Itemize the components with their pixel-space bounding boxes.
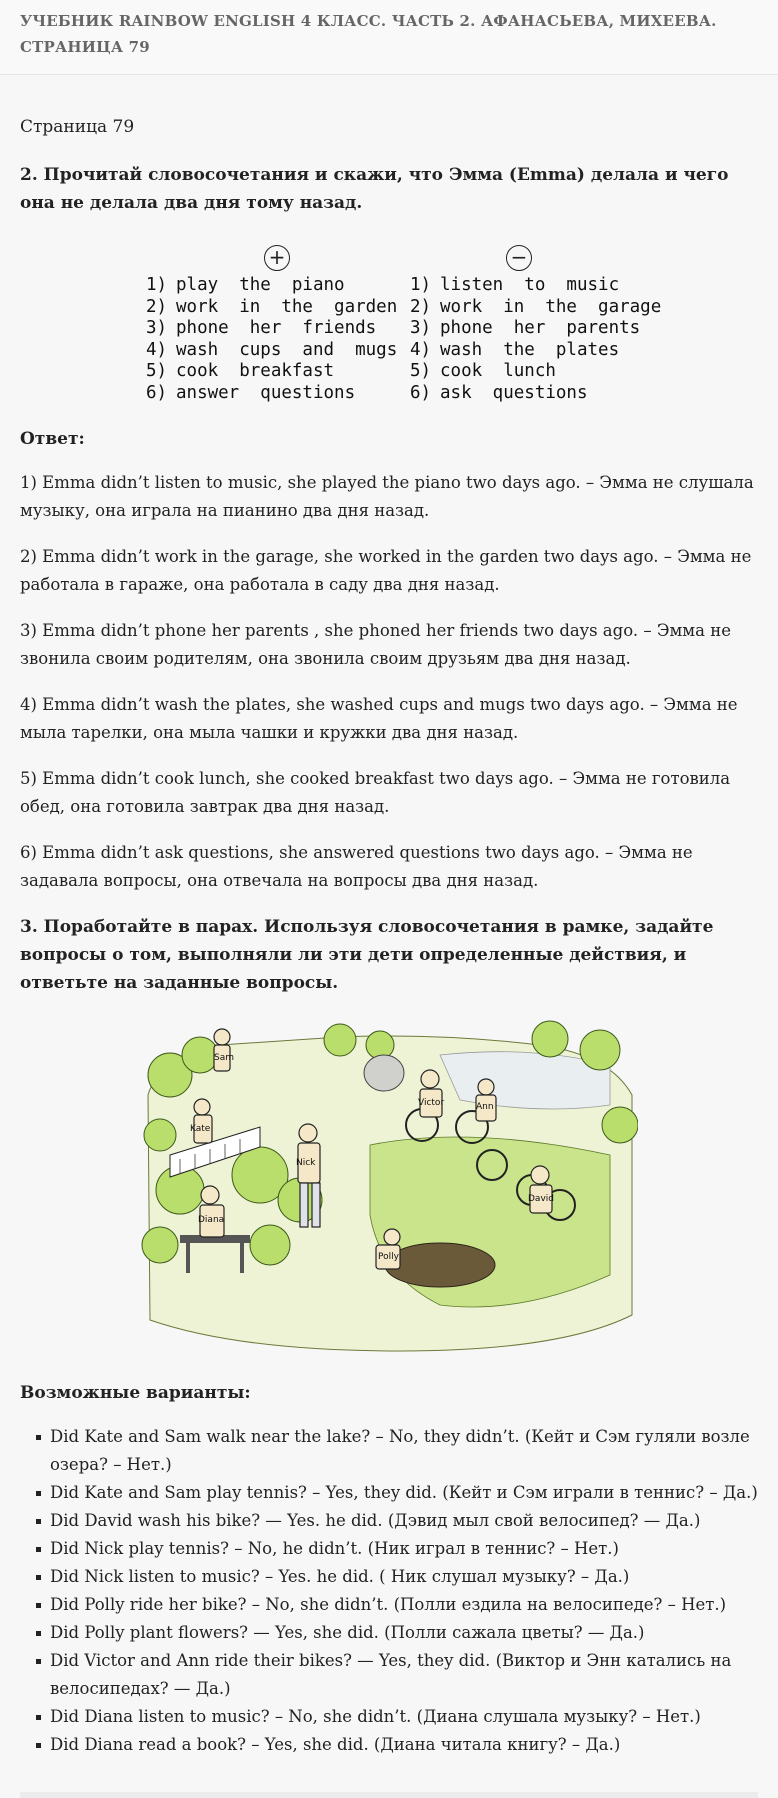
list-item: Did Nick play tennis? – No, he didn’t. (Ник играл в теннис? – Нет.) — [50, 1535, 758, 1563]
variants-list — [20, 1423, 758, 1759]
list-item: Did Kate and Sam play tennis? – Yes, they did. (Кейт и Сэм играли в теннис? – Да.) — [50, 1479, 758, 1507]
label-kate: Kate — [190, 1124, 211, 1134]
page-number-label: Страница 79 — [20, 117, 135, 137]
page-title: УЧЕБНИК RAINBOW ENGLISH 4 КЛАСС. ЧАСТЬ 2. АФАНАСЬЕВА, МИХЕЕВА. СТРАНИЦА 79 — [20, 12, 717, 56]
minus-icon: − — [506, 245, 532, 271]
minus-item: 1) listen to music — [410, 275, 620, 295]
list-item: Did Diana listen to music? – No, she didn’t. (Диана слушала музыку? – Нет.) — [50, 1703, 758, 1731]
page-header — [0, 0, 778, 75]
answer-paragraph: 5) Emma didn’t cook lunch, she cooked breakfast two days ago. – Эмма не готовила обед, она готовила завтрак два дня назад. — [20, 769, 731, 816]
park-illustration — [140, 1015, 638, 1353]
label-ann: Ann — [476, 1102, 494, 1112]
plus-column — [146, 275, 397, 404]
minus-item: 5) cook lunch — [410, 361, 556, 381]
variants-label: Возможные варианты: — [20, 1383, 251, 1403]
article-content — [0, 115, 778, 1759]
label-sam: Sam — [214, 1053, 234, 1063]
answer-paragraph: 4) Emma didn’t wash the plates, she washed cups and mugs two days ago. – Эмма не мыла тарелки, она мыла чашки и кружки два дня назад. — [20, 695, 738, 742]
list-item: Did Nick listen to music? – Yes. he did. ( Ник слушал музыку? – Да.) — [50, 1563, 758, 1591]
minus-item: 4) wash the plates — [410, 339, 620, 360]
plus-item: 1) play the piano — [146, 275, 345, 295]
footer-divider — [20, 1792, 758, 1798]
plus-item: 4) wash cups and mugs — [146, 339, 398, 360]
answer-label: Ответ: — [20, 429, 85, 449]
task-2-heading: 2. Прочитай словосочетания и скажи, что Эмма (Emma) делала и чего она не делала два дня тому назад. — [20, 165, 729, 213]
list-item: Did Victor and Ann ride their bikes? — Yes, they did. (Виктор и Энн катались на велосипедах? — Да.) — [50, 1647, 758, 1703]
park-illustration-svg — [140, 1015, 638, 1353]
minus-item: 6) ask questions — [410, 382, 588, 403]
list-item: Did Polly plant flowers? — Yes, she did. (Полли сажала цветы? — Да.) — [50, 1619, 758, 1647]
answer-paragraph: 3) Emma didn’t phone her parents , she phoned her friends two days ago. – Эмма не звонила своим родителям, она звонила своим друзьям два дня назад. — [20, 621, 731, 668]
task-3-heading: 3. Поработайте в парах. Используя словосочетания в рамке, задайте вопросы о том, выполняли ли эти дети определенные действия, и ответьте на заданные вопросы. — [20, 917, 714, 993]
label-diana: Diana — [198, 1215, 225, 1225]
label-nick: Nick — [296, 1158, 316, 1168]
minus-column — [410, 275, 661, 404]
list-item: Did David wash his bike? — Yes. he did. (Дэвид мыл свой велосипед? — Да.) — [50, 1507, 758, 1535]
label-polly: Polly — [378, 1252, 399, 1262]
minus-item: 2) work in the garage — [410, 296, 662, 317]
plus-icon: + — [264, 245, 290, 271]
plus-item: 6) answer questions — [146, 382, 356, 403]
list-item: Did Diana read a book? – Yes, she did. (Диана читала книгу? – Да.) — [50, 1731, 758, 1759]
answer-paragraph: 2) Emma didn’t work in the garage, she worked in the garden two days ago. – Эмма не работала в гараже, она работала в саду два дня назад. — [20, 547, 752, 594]
label-david: David — [528, 1194, 554, 1204]
plus-item: 3) phone her friends — [146, 318, 377, 338]
plus-item: 5) cook breakfast — [146, 361, 335, 381]
phrases-box — [20, 235, 758, 415]
label-victor: Victor — [418, 1098, 445, 1108]
list-item: Did Polly ride her bike? – No, she didn’t. (Полли ездила на велосипеде? – Нет.) — [50, 1591, 758, 1619]
list-item: Did Kate and Sam walk near the lake? – No, they didn’t. (Кейт и Сэм гуляли возле озера? – Нет.) — [50, 1423, 758, 1479]
plus-item: 2) work in the garden — [146, 296, 398, 317]
answer-paragraph: 6) Emma didn’t ask questions, she answered questions two days ago. – Эмма не задавала вопросы, она отвечала на вопросы два дня назад. — [20, 843, 693, 890]
minus-item: 3) phone her parents — [410, 318, 641, 338]
answer-paragraph: 1) Emma didn’t listen to music, she played the piano two days ago. – Эмма не слушала музыку, она играла на пианино два дня назад. — [20, 473, 754, 520]
